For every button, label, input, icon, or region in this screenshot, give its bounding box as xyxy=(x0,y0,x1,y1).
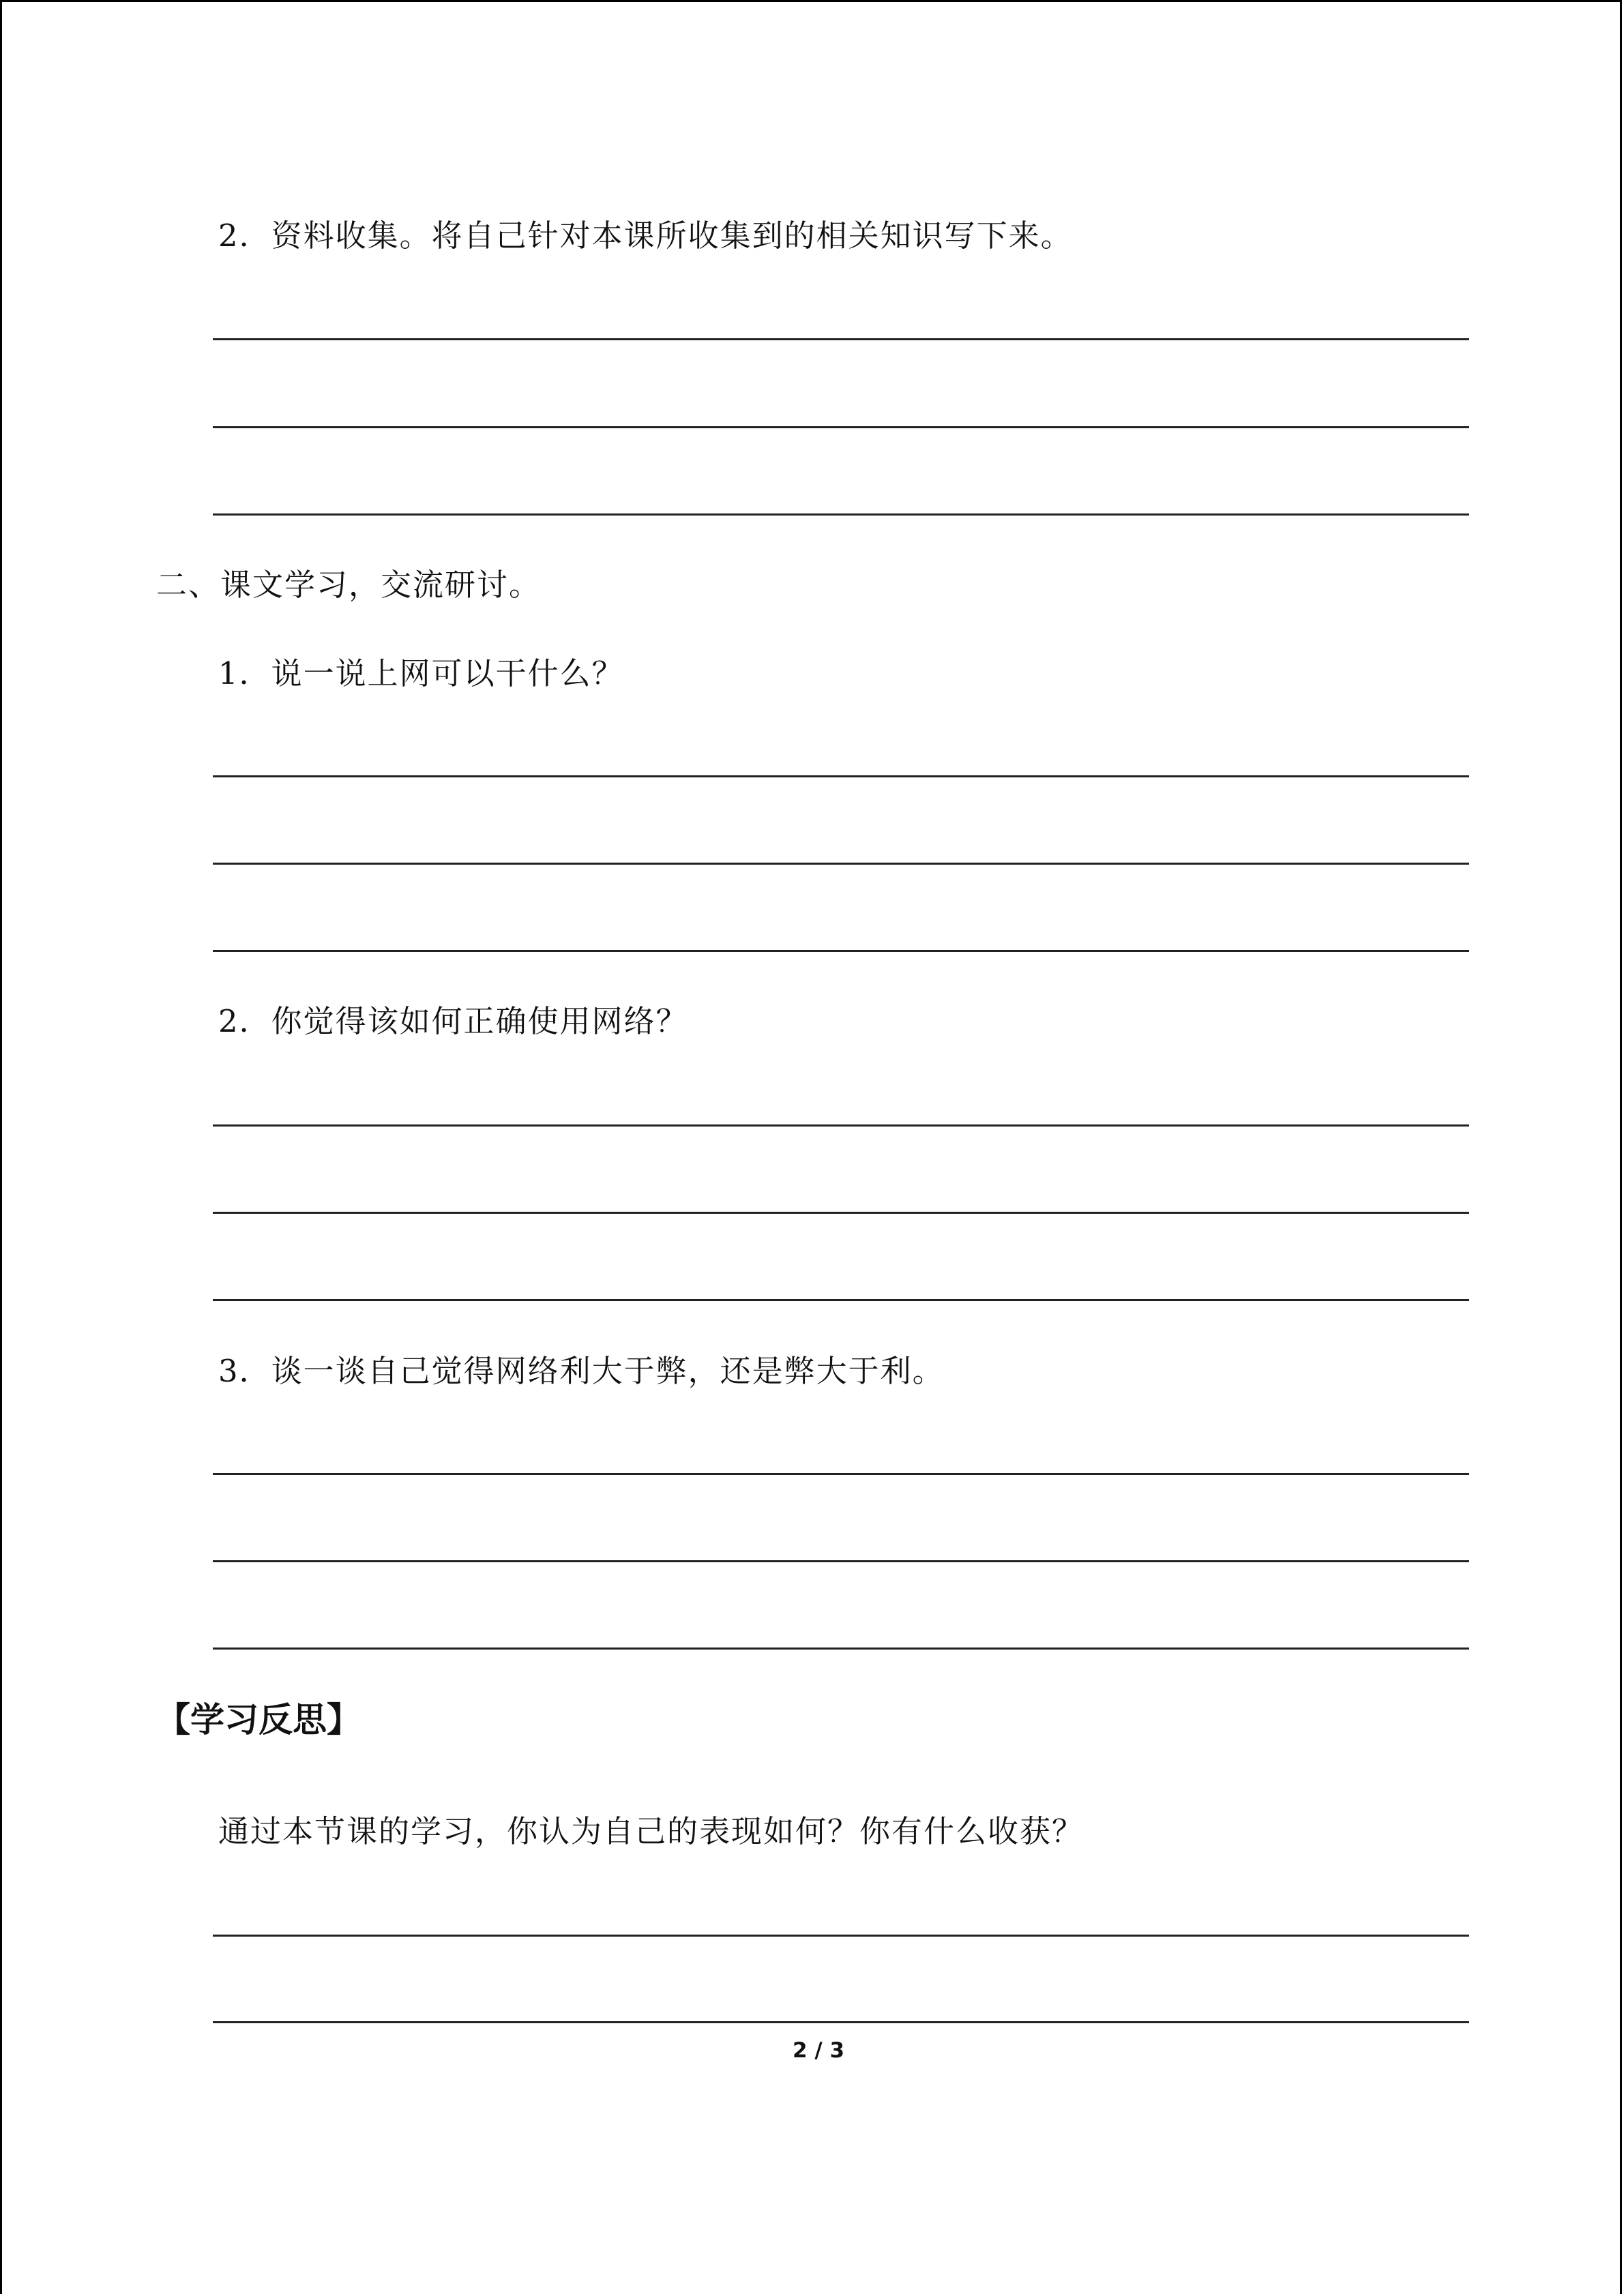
reflection-prompt: 通过本节课的学习，你认为自己的表现如何？你有什么收获？ xyxy=(218,1813,1084,1849)
question-3: 3．谈一谈自己觉得网络利大于弊，还是弊大于利。 xyxy=(218,1353,945,1389)
reflection-heading: 【学习反思】 xyxy=(156,1700,361,1740)
answer-line xyxy=(213,426,1469,428)
answer-line xyxy=(213,1560,1469,1562)
answer-line xyxy=(213,513,1469,516)
section-2-heading: 二、课文学习，交流研讨。 xyxy=(156,567,542,603)
answer-line xyxy=(213,1935,1469,1937)
page-number: 2 / 3 xyxy=(792,2038,845,2063)
question-1: 1．说一说上网可以干什么？ xyxy=(218,655,624,691)
answer-line xyxy=(213,1473,1469,1475)
answer-line xyxy=(213,863,1469,865)
answer-line xyxy=(213,950,1469,952)
answer-line xyxy=(213,1299,1469,1301)
answer-line xyxy=(213,775,1469,777)
answer-line xyxy=(213,1124,1469,1127)
answer-line xyxy=(213,338,1469,340)
answer-line xyxy=(213,1212,1469,1214)
question-2: 2．你觉得该如何正确使用网络？ xyxy=(218,1003,688,1039)
resource-collection-prompt: 2．资料收集。将自己针对本课所收集到的相关知识写下来。 xyxy=(218,218,1073,254)
answer-line xyxy=(213,2021,1469,2023)
answer-line xyxy=(213,1648,1469,1650)
